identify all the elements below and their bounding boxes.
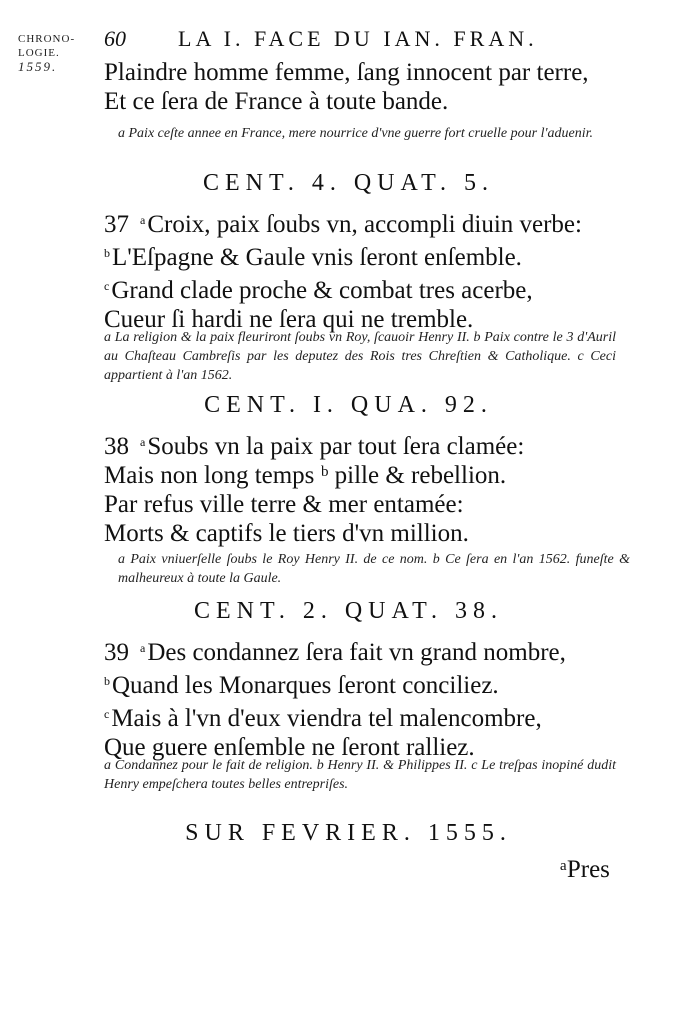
quatrain-39: [0, 634, 697, 762]
margin-note-line-2: LOGIE.: [18, 47, 60, 59]
verse-line: [104, 700, 697, 733]
note-mark: a: [140, 641, 146, 655]
annotation-note: a Condannez pour le fait de religion. b Henry II. & Philippes II. c Le treſpas inopiné dudit Henry empeſchera toutes belles entrepriſes.: [104, 758, 616, 792]
verse-line: [104, 461, 697, 490]
note-block: [0, 550, 697, 588]
verse-text: Par refus ville terre & mer entamée:: [104, 491, 464, 518]
verse-text: Croix, paix ſoubs vn, accompli diuin verbe:: [147, 211, 582, 238]
verse-line: Et ce ſera de France à toute bande.: [104, 88, 449, 115]
page-number: 60: [104, 26, 126, 51]
quatrain-number: 39: [104, 639, 129, 666]
annotation-note: a Paix vniuerſelle ſoubs le Roy Henry II. de ce nom. b Ce ſera en l'an 1562. funeſte & malheureux à toute la Gaule.: [118, 552, 630, 586]
quatrain-heading: CENT. 2. QUAT. 38.: [193, 598, 504, 624]
margin-note-line-1: CHRONO-: [18, 33, 76, 45]
top-verses: [0, 58, 697, 116]
verse-line: [104, 519, 697, 548]
quatrain-heading: CENT. I. QUA. 92.: [204, 392, 493, 418]
verse-text: Des condannez ſera fait vn grand nombre,: [147, 639, 566, 666]
note-mark: c: [104, 707, 110, 721]
verse-line: [104, 272, 697, 305]
catchword: ᵃPres: [560, 856, 610, 883]
note-mark: b: [104, 246, 110, 260]
verse-text: Grand clade proche & combat tres acerbe,: [111, 277, 533, 304]
annotation-note: a La religion & la paix fleuriront ſoubs vn Roy, ſcauoir Henry II. b Paix contre le 3 d'Auril au Chaſteau Cambreſis par les deputez des Rois tres Chreſtien & Catholique. c Ceci appartient à l'an 1562.: [104, 330, 616, 383]
note-block: [0, 328, 697, 385]
verse-text: Que guere enſemble ne ſeront ralliez.: [104, 734, 475, 761]
note-mark: c: [104, 279, 110, 293]
running-head: LA I. FACE DU IAN. FRAN.: [178, 26, 538, 51]
top-note-block: [0, 124, 697, 143]
verse-line: [104, 428, 697, 461]
note-mark: b: [104, 674, 110, 688]
verse-line: [104, 206, 697, 239]
quatrain-38: [0, 428, 697, 548]
verse-text: Mais non long temps ᵇ pille & rebellion.: [104, 462, 507, 489]
verse-text: Soubs vn la paix par tout ſera clamée:: [147, 433, 525, 460]
verse-text: Morts & captifs le tiers d'vn million.: [104, 520, 469, 547]
quatrain-37: [0, 206, 697, 334]
quatrain-heading: CENT. 4. QUAT. 5.: [202, 170, 495, 196]
verse-text: Cueur ſi hardi ne ſera qui ne tremble.: [104, 306, 474, 333]
next-section-heading: SUR FEVRIER. 1555.: [185, 820, 512, 846]
verse-line: [104, 239, 697, 272]
verse-text: Quand les Monarques ſeront conciliez.: [112, 672, 499, 699]
verse-text: Mais à l'vn d'eux viendra tel malencombre,: [111, 705, 542, 732]
annotation-note: a Paix ceſte annee en France, mere nourrice d'vne guerre fort cruelle pour l'aduenir.: [118, 126, 593, 141]
quatrain-number: 37: [104, 211, 129, 238]
note-block: [0, 756, 697, 794]
verse-line: [104, 490, 697, 519]
verse-line: [104, 634, 697, 667]
verse-text: L'Eſpagne & Gaule vnis ſeront enſemble.: [112, 244, 522, 271]
quatrain-number: 38: [104, 433, 129, 460]
margin-note-year: 1559.: [18, 59, 58, 74]
verse-line: [104, 667, 697, 700]
verse-line: Plaindre homme femme, ſang innocent par terre,: [104, 59, 589, 86]
note-mark: a: [140, 213, 146, 227]
note-mark: a: [140, 435, 146, 449]
